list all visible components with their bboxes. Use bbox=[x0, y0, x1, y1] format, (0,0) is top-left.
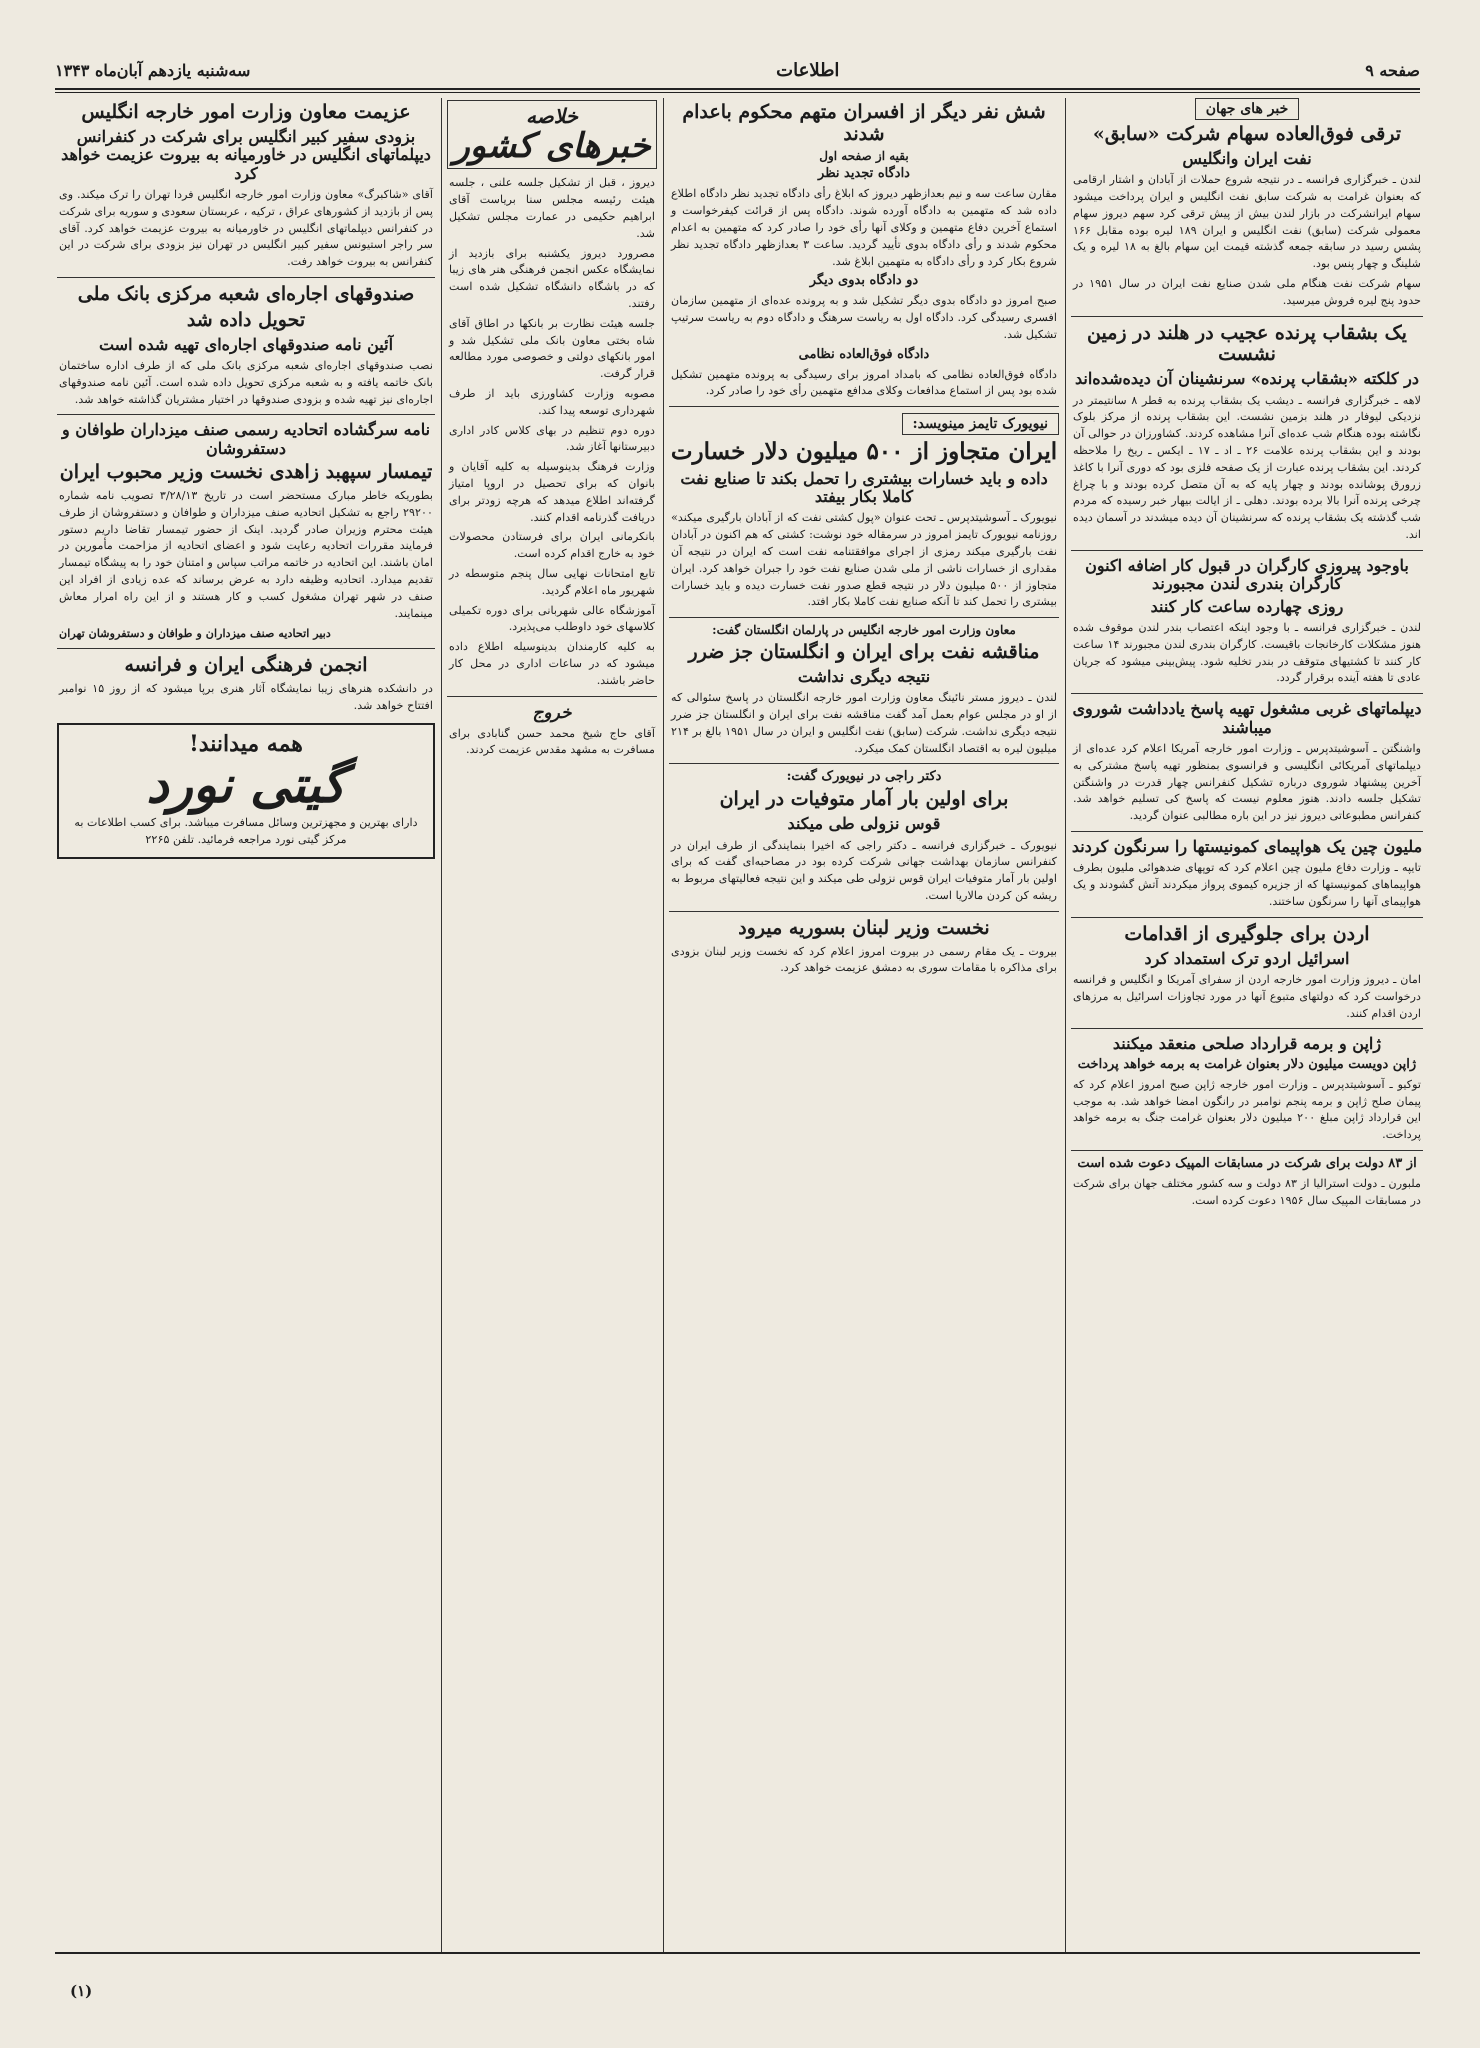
article-text: صبح امروز دو دادگاه بدوی دیگر تشکیل شد و به پرونده عده‌ای از متهمین سازمان افسری رسیدگی کرد. دادگاه اول به ریاست سرهنگ و دادگاه دوم به ریاست سرتیپ تشکیل شد. bbox=[671, 294, 1057, 341]
article-text: نصب صندوقهای اجاره‌ای شعبه مرکزی بانک ملی که از طرف اداره ساختمان بانک خاتمه یافته و به شعبه مرکزی تحویل داده شده است. آئین نامه صندوقهای اجاره‌ای نیز تهیه شده و بزودی صندوقها در اختیار مشتریان گذاشته خواهد شد. bbox=[59, 359, 433, 406]
news-brief: دوره دوم تنظیم در بهای کلاس کادر اداری دبیرستانها آغاز شد. bbox=[449, 423, 655, 454]
headline: ژاپن و برمه قرارداد صلحی منعقد میکنند bbox=[1112, 1034, 1382, 1054]
article-text: ملبورن ـ دولت استرالیا از ۸۳ دولت و سه کشور مختلف جهان برای شرکت در مسابقات المپیک سال ۱۹۵۶ دعوت کرده است. bbox=[1073, 1176, 1422, 1207]
column-divider bbox=[1065, 98, 1066, 1953]
article-text: در دانشکده هنرهای زیبا نمایشگاه آثار هنری برپا میشود که از روز ۱۵ نوامبر افتتاح خواهد شد. bbox=[59, 682, 434, 712]
letter-signature: دبیر اتحادیه صنف میزداران و طوافان و دستفروشان تهران bbox=[59, 626, 331, 641]
issue-date: سه‌شنبه یازدهم آبان‌ماه ۱۳۴۳ bbox=[55, 60, 251, 80]
footer-rule bbox=[55, 1952, 1420, 1954]
article-text: لندن ـ دیروز مستر نائینگ معاون وزارت امور خارجه انگلستان در پاسخ سئوالی که از او در مجلس عوام بعمل آمد گفت مناقشه نفت برای ایران و انگلستان جز ضرر نتیجه دیگری نداشت. شرکت (سابق) نفت انگلیس و ایران در سال ۱۹۵۱ بالغ بر ۲۱۴ میلیون لیره به اقتصاد انگلستان کمک میکرد. bbox=[671, 691, 1057, 755]
section-heading: دو دادگاه بدوی دیگر bbox=[809, 273, 919, 289]
world-news-box: خبر های جهان bbox=[1195, 98, 1300, 120]
news-brief: مصوبه وزارت کشاورزی باید از طرف شهرداری توسعه پیدا کند. bbox=[449, 386, 655, 417]
subheadline: نفت ایران وانگلیس bbox=[1182, 148, 1312, 168]
section-title-box bbox=[447, 100, 657, 169]
newspaper-name: اطلاعات bbox=[776, 59, 840, 81]
divider bbox=[669, 763, 1059, 764]
article-text: نیویورک ـ خبرگزاری فرانسه ـ دکتر راجی که اخیرا بنمایندگی از طرف ایران در کنفرانس سازمان بهداشت جهانی شرکت کرده بود در مصاحبه‌ای گفت که برای اولین بار آمار متوفیات ایران قوس نزولی طی میکند و این نتیجه فعالیتهای مربوط به ریشه کن کردن مالاریا است. bbox=[671, 838, 1057, 903]
news-brief: جلسه هیئت نظارت بر بانکها در اطاق آقای شاه بختی معاون بانک ملی تشکیل شد و امور بانکهای دولتی و خصوصی مورد مطالعه قرار گرفت. bbox=[449, 316, 655, 381]
advertisement-box bbox=[57, 723, 435, 860]
headline: از ۸۳ دولت برای شرکت در مسابقات المپیک دعوت شده است bbox=[1077, 1155, 1417, 1171]
divider bbox=[57, 277, 435, 278]
article-text: آقای «شاکبرگ» معاون وزارت امور خارجه انگلیس فردا تهران را ترک میکند. وی پس از بازدید از کشورهای عراق ، ترکیه ، عربستان سعودی و سوریه برای شرکت در کنفرانس دیپلماتهای انگلیس در خاورمیانه به بیروت عزیمت خواهد کرد. آقای سر راجر استیونس سفیر کبیر انگلیس در تهران نیز بزودی برای شرکت در این کنفرانس به بیروت خواهد رفت. bbox=[59, 188, 433, 269]
page-number: صفحه ۹ bbox=[1365, 60, 1420, 80]
kicker: معاون وزارت امور خارجه انگلیس در پارلمان انگلستان گفت: bbox=[712, 623, 1016, 638]
column-misc bbox=[57, 98, 435, 1953]
headline: انجمن فرهنگی ایران و فرانسه bbox=[124, 654, 368, 677]
divider bbox=[447, 696, 657, 697]
headline: یک بشقاب پرنده عجیب در هلند در زمین نشست bbox=[1087, 321, 1407, 366]
divider bbox=[1071, 693, 1423, 694]
article-text: لاهه ـ خبرگزاری فرانسه ـ دیشب یک بشقاب پرنده به قطر ۸ سانتیمتر در نزدیکی لیوفار در هلند بزمین نشست. این بشقاب پرنده از مرکز بلوک نگاشته بوده هنگام شب عده‌ای آنرا مشاهده کردند. کشاورزان در حوالی آن بودند و این بشقاب پرنده علامت ۲۶ ـ اد ـ ۱۷ ـ ایکس ـ ریخ را ملاحظه کردند. این بشقاب پرنده عبارت از یک صفحه فلزی بود که دوری آنرا با کاغذ زرورق پوشانده بودند و چهار پایه که به آن متصل کرده بودند و با چراغ چرخی پرنده آنرا بالا برده بودند. دهلی ـ از ایالت بیهار خبر رسیده که مردم شب گذشته یک بشقاب پرنده که سرنشینان آن دیده میشدند در آسمان دیده اند. bbox=[1073, 393, 1421, 542]
article-text: توکیو ـ آسوشیتدپرس ـ وزارت امور خارجه ژاپن صبح امروز اعلام کرد که پیمان صلح ژاپن و برمه پنجم نوامبر در رانگون امضا خواهد شد. به موجب این قرارداد ژاپن مبلغ ۲۰۰ میلیون دلار بعنوان غرامت جنگ به برمه خواهد پرداخت. bbox=[1073, 1077, 1422, 1142]
section-heading: دادگاه تجدید نظر bbox=[818, 166, 910, 182]
section-title: خبرهای کشور bbox=[453, 126, 651, 166]
subheadline: ژاپن دویست میلیون دلار بعنوان غرامت به برمه خواهد پرداخت bbox=[1077, 1056, 1417, 1072]
column-iran-news bbox=[669, 98, 1059, 1953]
column-country-news bbox=[447, 98, 657, 1953]
news-brief: به کلیه کارمندان بدینوسیله اطلاع داده میشود که در ساعات اداری در محل کار حاضر باشند. bbox=[449, 640, 655, 687]
header-rule bbox=[55, 88, 1420, 90]
kicker: دکتر راجی در نیویورک گفت: bbox=[786, 769, 942, 785]
headline: مناقشه نفت برای ایران و انگلستان جز ضرر bbox=[688, 641, 1040, 664]
column-divider bbox=[663, 98, 664, 1953]
article-text: بیروت ـ یک مقام رسمی در بیروت امروز اعلام کرد که نخست وزیر لبنان بزودی برای مذاکره با مقامات سوری به دمشق عزیمت خواهد کرد. bbox=[671, 944, 1057, 975]
subheadline: تیمسار سپهبد زاهدی نخست وزیر محبوب ایران bbox=[59, 461, 433, 484]
letter-text: بطوریکه خاطر مبارک مستحضر است در تاریخ ۳/۲۸/۱۳ تصویب نامه شماره ۲۹۲۰۰ راجع به تشکیل اتحادیه صنف میزداران و طوافان و دستفروشان از طرف هیئت محترم وزیران صادر گردید. اینک از حضور تیمسار تقاضا داریم دستور فرمایند مقررات اتحادیه رعایت شود و اعضای اتحادیه از مزاحمت مأمورین در امان باشند. این اتحادیه در خاتمه مراتب سپاس و امتنان خود را به پیشگاه تیمسار تقدیم میدارد. اتحادیه وظیفه دارد به عرض برساند که عده زیادی از افراد این صنف در شهر تهران مشغول کسب و کار هستند و از این راه امرار معاش مینمایند. bbox=[59, 489, 434, 620]
article-text: تایپه ـ وزارت دفاع ملیون چین اعلام کرد که توپهای ضدهوائی ملیون بطرف هواپیماهای کمونیستها که از جزیره کیموی پرواز میکردند آتش گشودند و یک هواپیمای آنها را سرنگون ساختند. bbox=[1073, 861, 1421, 908]
headline: ایران متجاوز از ۵۰۰ میلیون دلار خسارت bbox=[670, 438, 1058, 466]
continued-note: بقیه از صفحه اول bbox=[819, 148, 909, 163]
divider bbox=[1071, 316, 1423, 317]
divider bbox=[669, 617, 1059, 618]
headline: باوجود پیروزی کارگران در قبول کار اضافه اکنون کارگران بندری لندن مجبورند bbox=[1085, 555, 1409, 594]
headline: نخست وزیر لبنان بسوریه میرود bbox=[738, 916, 990, 939]
article-text: دادگاه فوق‌العاده نظامی که بامداد امروز برای رسیدگی به پرونده متهمین تشکیل شده بود پس از استماع مدافعات وکلای مدافع متهمین رأی خود را صادر کرد. bbox=[671, 367, 1057, 398]
source-label: نیویورک تایمز مینویسد: bbox=[902, 413, 1059, 435]
departure-title: خروج bbox=[532, 702, 572, 723]
headline: ترقی فوق‌العاده سهام شرکت «سابق» bbox=[1092, 123, 1402, 145]
headline: برای اولین بار آمار متوفیات در ایران bbox=[719, 788, 1009, 811]
subheadline: روزی چهارده ساعت کار کنند bbox=[1150, 596, 1344, 616]
divider bbox=[1071, 917, 1423, 918]
divider bbox=[57, 648, 435, 649]
page-header bbox=[55, 55, 1420, 85]
divider bbox=[669, 406, 1059, 407]
page-footer-number: (۱) bbox=[70, 1982, 93, 2000]
headline: نامه سرگشاده اتحادیه رسمی صنف میزداران طوافان و دستفروشان bbox=[61, 420, 431, 458]
subheadline: داده و باید خسارات بیشتری را تحمل بکند تا صنایع نفت کاملا بکار بیفتد bbox=[680, 468, 1048, 507]
column-divider bbox=[441, 98, 442, 1953]
subheadline: بزودی سفیر کبیر انگلیس برای شرکت در کنفرانس دیپلماتهای انگلیس در خاورمیانه به بیروت عزیمت خواهد کرد bbox=[61, 126, 431, 183]
ad-tagline: همه میدانند! bbox=[189, 730, 303, 757]
news-brief: آقای حاج شیخ محمد حسن گنابادی برای مسافرت به مشهد مقدس عزیمت کردند. bbox=[449, 726, 655, 757]
subheadline: در کلکته «بشقاب پرنده» سرنشینان آن دیده‌شده‌اند bbox=[1075, 369, 1419, 389]
subheadline: اسرائیل اردو ترک استمداد کرد bbox=[1144, 948, 1350, 968]
header-rule-thin bbox=[55, 92, 1420, 93]
news-brief: دیروز ، قبل از تشکیل جلسه علنی ، جلسه هیئت رئیسه مجلس سنا بریاست آقای ابراهیم حکیمی در عمارت مجلس تشکیل شد. bbox=[449, 176, 655, 240]
headline: ملیون چین یک هواپیمای کمونیستها را سرنگون کردند bbox=[1071, 836, 1423, 856]
ad-text: دارای بهترین و مجهزترین وسائل مسافرت میباشد. برای کسب اطلاعات به مرکز گیتی نورد مراجعه فرمائید. تلفن ۲۲۶۵ bbox=[74, 815, 418, 846]
article-text: لندن ـ خبرگزاری فرانسه ـ با وجود اینکه اعتصاب بندر لندن موقوف شده هنوز مشکلات کارخانجات باقیست. کارگران بندری لندن مجبورند ۱۴ ساعت کار کنند تا کشتیهای متوقف در بندر تخلیه شود. پیش‌بینی میشود که جریان عادی تا هفته آینده برقرار گردد. bbox=[1073, 621, 1421, 685]
news-brief: مصرورد دیروز یکشنبه برای بازدید از نمایشگاه عکس انجمن فرهنگی هنر های زیبا که در باشگاه دانشگاه تشکیل شده است رفتند. bbox=[449, 246, 655, 310]
subheadline: آئین نامه صندوقهای اجاره‌ای تهیه شده است bbox=[98, 334, 394, 354]
nyt-label-wrap bbox=[669, 413, 1059, 435]
divider bbox=[1071, 550, 1423, 551]
headline: صندوقهای اجاره‌ای شعبه مرکزی بانک ملی bbox=[77, 283, 415, 305]
divider bbox=[669, 911, 1059, 912]
section-kicker: خلاصه bbox=[525, 104, 578, 128]
headline: اردن برای جلوگیری از اقدامات bbox=[1124, 922, 1370, 945]
column-world-news bbox=[1071, 98, 1423, 1953]
divider bbox=[1071, 1150, 1423, 1151]
article-text: مقارن ساعت سه و نیم بعدازظهر دیروز که ابلاغ رأی دادگاه تجدید نظر دادگاه اطلاع داده شد که متهمین به دادگاه آورده شوند. دادگاه پس از قرائت کیفرخواست و استماع آخرین دفاع متهمین و وکلای آنها رأی خود را صادر کرد که متهمین به اعدام محکوم شدند و رأی دادگاه بدوی تأیید گردید. ساعت ۳ بعدازظهر دادگاه تجدید نظر شروع بکار کرد و رأی دادگاه به متهمین ابلاغ شد. bbox=[671, 187, 1057, 268]
news-brief: وزارت فرهنگ بدینوسیله به کلیه آقایان و بانوان که برای تحصیل در اروپا امتیاز گرفته‌اند اطلاع میدهد که هرچه زودتر برای دریافت گذرنامه اقدام کنند. bbox=[449, 460, 655, 524]
headline: شش نفر دیگر از افسران متهم محکوم باعدام شدند bbox=[682, 101, 1046, 145]
article-text: سهام شرکت نفت هنگام ملی شدن صنایع نفت ایران در سال ۱۹۵۱ در حدود پنج لیره فروش میرسید. bbox=[1073, 277, 1421, 307]
headline: عزیمت معاون وزارت امور خارجه انگلیس bbox=[81, 101, 411, 123]
article-text: امان ـ دیروز وزارت امور خارجه اردن از سفرای آمریکا و انگلیس و فرانسه درخواست کرد که دولتهای متبوع آنها در مورد تجاوزات اسرائیل به مرزهای اردن اقدام کنند. bbox=[1073, 973, 1421, 1020]
article-text: نیویورک ـ آسوشیتدپرس ـ تحت عنوان «پول کشتی نفت که از آبادان بارگیری میکند» روزنامه نیویورک تایمز امروز در سرمقاله خود نوشت: کشتی که هم اکنون در آبادان نفت بارگیری میکند رمزی از اجرای موافقتنامه نفت است که ایران در نتیجه آن مقداری از خسارات ناشی از ملی شدن صنایع نفت خود را جبران خواهد کرد. ایران متجاوز از ۵۰۰ میلیون دلار در نتیجه قطع صدور نفت خسارت دیده و باید خسارات بیشتری را تحمل کند تا آنکه صنایع نفت کاملا بکار افتد. bbox=[671, 511, 1057, 609]
subheadline: تحویل داده شد bbox=[186, 308, 306, 331]
subheadline: نتیجه دیگری نداشت bbox=[797, 666, 931, 686]
ad-brand: گیتی نورد bbox=[146, 754, 346, 814]
news-brief: تابع امتحانات نهایی سال پنجم متوسطه در شهریور ماه اعلام گردید. bbox=[449, 566, 655, 597]
article-text: لندن ـ خبرگزاری فرانسه ـ در نتیجه شروع حملات از آبادان و اشتار ارقامی که بعنوان غرامت به شرکت سابق نفت انگلیس و ایران پرداخت میشود سهام ایرانشرکت در بازار لندن بیش از پیش ترقی کرد سهم دیروز سهام معمولی شرکت (سابق) نفت انگلیس و ایران ۱۸۹ لیره بوده مقابل ۱۶۶ پشس رسید در سابقه جمعه گذشته قیمت این سهام بالغ به ۱۸ لیره و یک شلینگ و چهار پنس بود. bbox=[1073, 173, 1421, 271]
headline: دیپلماتهای غربی مشغول تهیه پاسخ یادداشت شوروی میباشند bbox=[1072, 699, 1422, 737]
world-news-box-wrap bbox=[1071, 98, 1423, 120]
divider bbox=[57, 414, 435, 415]
section-heading: دادگاه فوق‌العاده نظامی bbox=[798, 346, 930, 362]
news-brief: آموزشگاه عالی شهربانی برای دوره تکمیلی کلاسهای خود داوطلب می‌پذیرد. bbox=[449, 603, 655, 634]
subheadline: قوس نزولی طی میکند bbox=[787, 814, 941, 834]
article-text: واشنگتن ـ آسوشیتدپرس ـ وزارت امور خارجه آمریکا اعلام کرد عده‌ای از دیپلماتهای آمریکائی انگلیسی و فرانسوی بمنظور تهیه پاسخ مشترکی به آخرین پیشنهاد شوروی درباره تشکیل کنفرانس چهار قدرت در واشنگتن تشکیل جلسه دادند. هنوز معلوم نیست که پاسخ کی تسلیم خواهد شد. کنفرانس مطبوعاتی دیروز نیز در این باره مطالبی عنوان گردید. bbox=[1073, 742, 1421, 823]
divider bbox=[1071, 831, 1423, 832]
divider bbox=[1071, 1028, 1423, 1029]
news-brief: بانکرمانی ایران برای فرستادن محصولات خود به خارج اقدام کرده است. bbox=[449, 530, 655, 561]
